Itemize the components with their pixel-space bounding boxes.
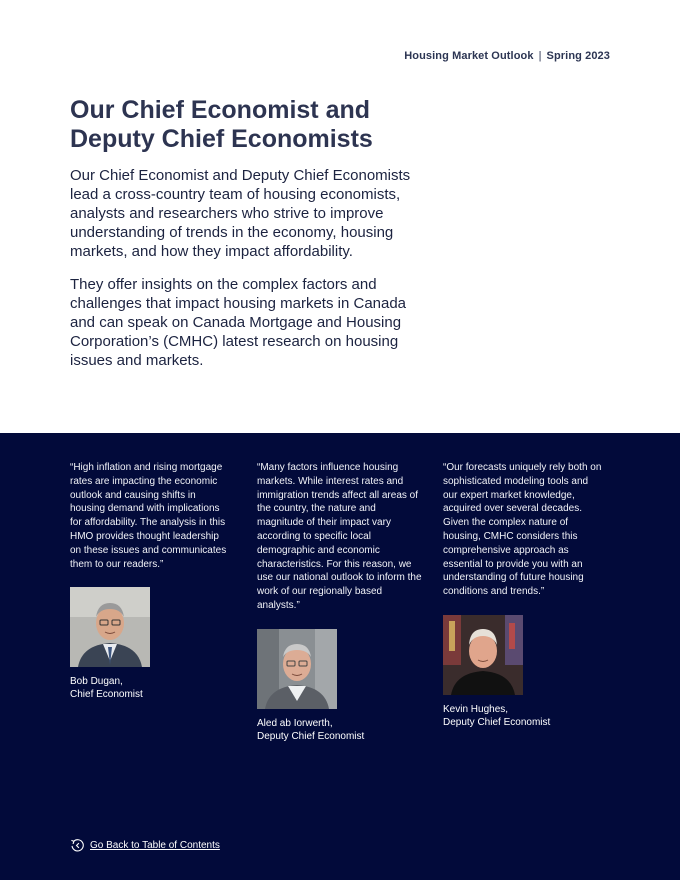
back-to-toc-label: Go Back to Table of Contents	[90, 840, 220, 851]
economist-caption	[443, 703, 603, 729]
economist-role: Deputy Chief Economist	[257, 730, 365, 742]
back-to-toc-link[interactable]	[70, 838, 220, 853]
economist-name: Kevin Hughes,	[443, 703, 509, 715]
economist-card-deputy-2	[443, 461, 603, 729]
header-separator: |	[538, 50, 542, 62]
economist-quote: “Our forecasts uniquely rely both on sophisticated modeling tools and our expert market knowledge, acquired over several decades. Given the complex nature of housing, CMHC considers this comprehensive approach as essential to provide you with an understanding of future housing conditions and trends.”	[443, 462, 602, 598]
header-meta	[404, 50, 610, 62]
economist-caption	[70, 675, 230, 701]
edition-label: Spring 2023	[546, 50, 610, 62]
economist-name: Bob Dugan,	[70, 676, 123, 688]
economist-photo	[257, 629, 337, 709]
intro-section	[70, 96, 420, 384]
economist-name: Aled ab Iorwerth,	[257, 717, 333, 729]
publication-name: Housing Market Outlook	[404, 50, 534, 62]
economist-role: Chief Economist	[70, 689, 143, 701]
economist-photo	[443, 615, 523, 695]
economists-panel	[0, 433, 680, 880]
economist-card-chief	[70, 461, 230, 701]
page-title: Our Chief Economist and Deputy Chief Economists	[70, 96, 373, 153]
back-arrow-icon	[70, 838, 85, 853]
economist-quote: “Many factors influence housing markets. While interest rates and immigration trends affect all areas of the country, the nature and magnitude of their impact vary according to specific local demographic and economic characteristics. For this reason, we use our national outlook to inform the work of our regionally based analysts.”	[257, 462, 422, 611]
economist-caption	[257, 717, 425, 743]
economist-quote: “High inflation and rising mortgage rates are impacting the economic outlook and causing shifts in housing demand with implications for affordability. The analysis in this HMO provides thought leadership on these issues and communicates them to our readers.”	[70, 462, 227, 570]
economist-role: Deputy Chief Economist	[443, 716, 551, 728]
intro-paragraph-1: Our Chief Economist and Deputy Chief Economists lead a cross-country team of housing economists, analysts and researchers who strive to improve understanding of trends in the economy, housing markets, and how they impact affordability.	[70, 167, 411, 260]
economist-photo	[70, 587, 150, 667]
economist-card-deputy-1	[257, 461, 425, 743]
intro-paragraph-2: They offer insights on the complex factors and challenges that impact housing markets in Canada and can speak on Canada Mortgage and Housing Corporation’s (CMHC) latest research on housing issues and markets.	[70, 276, 407, 369]
